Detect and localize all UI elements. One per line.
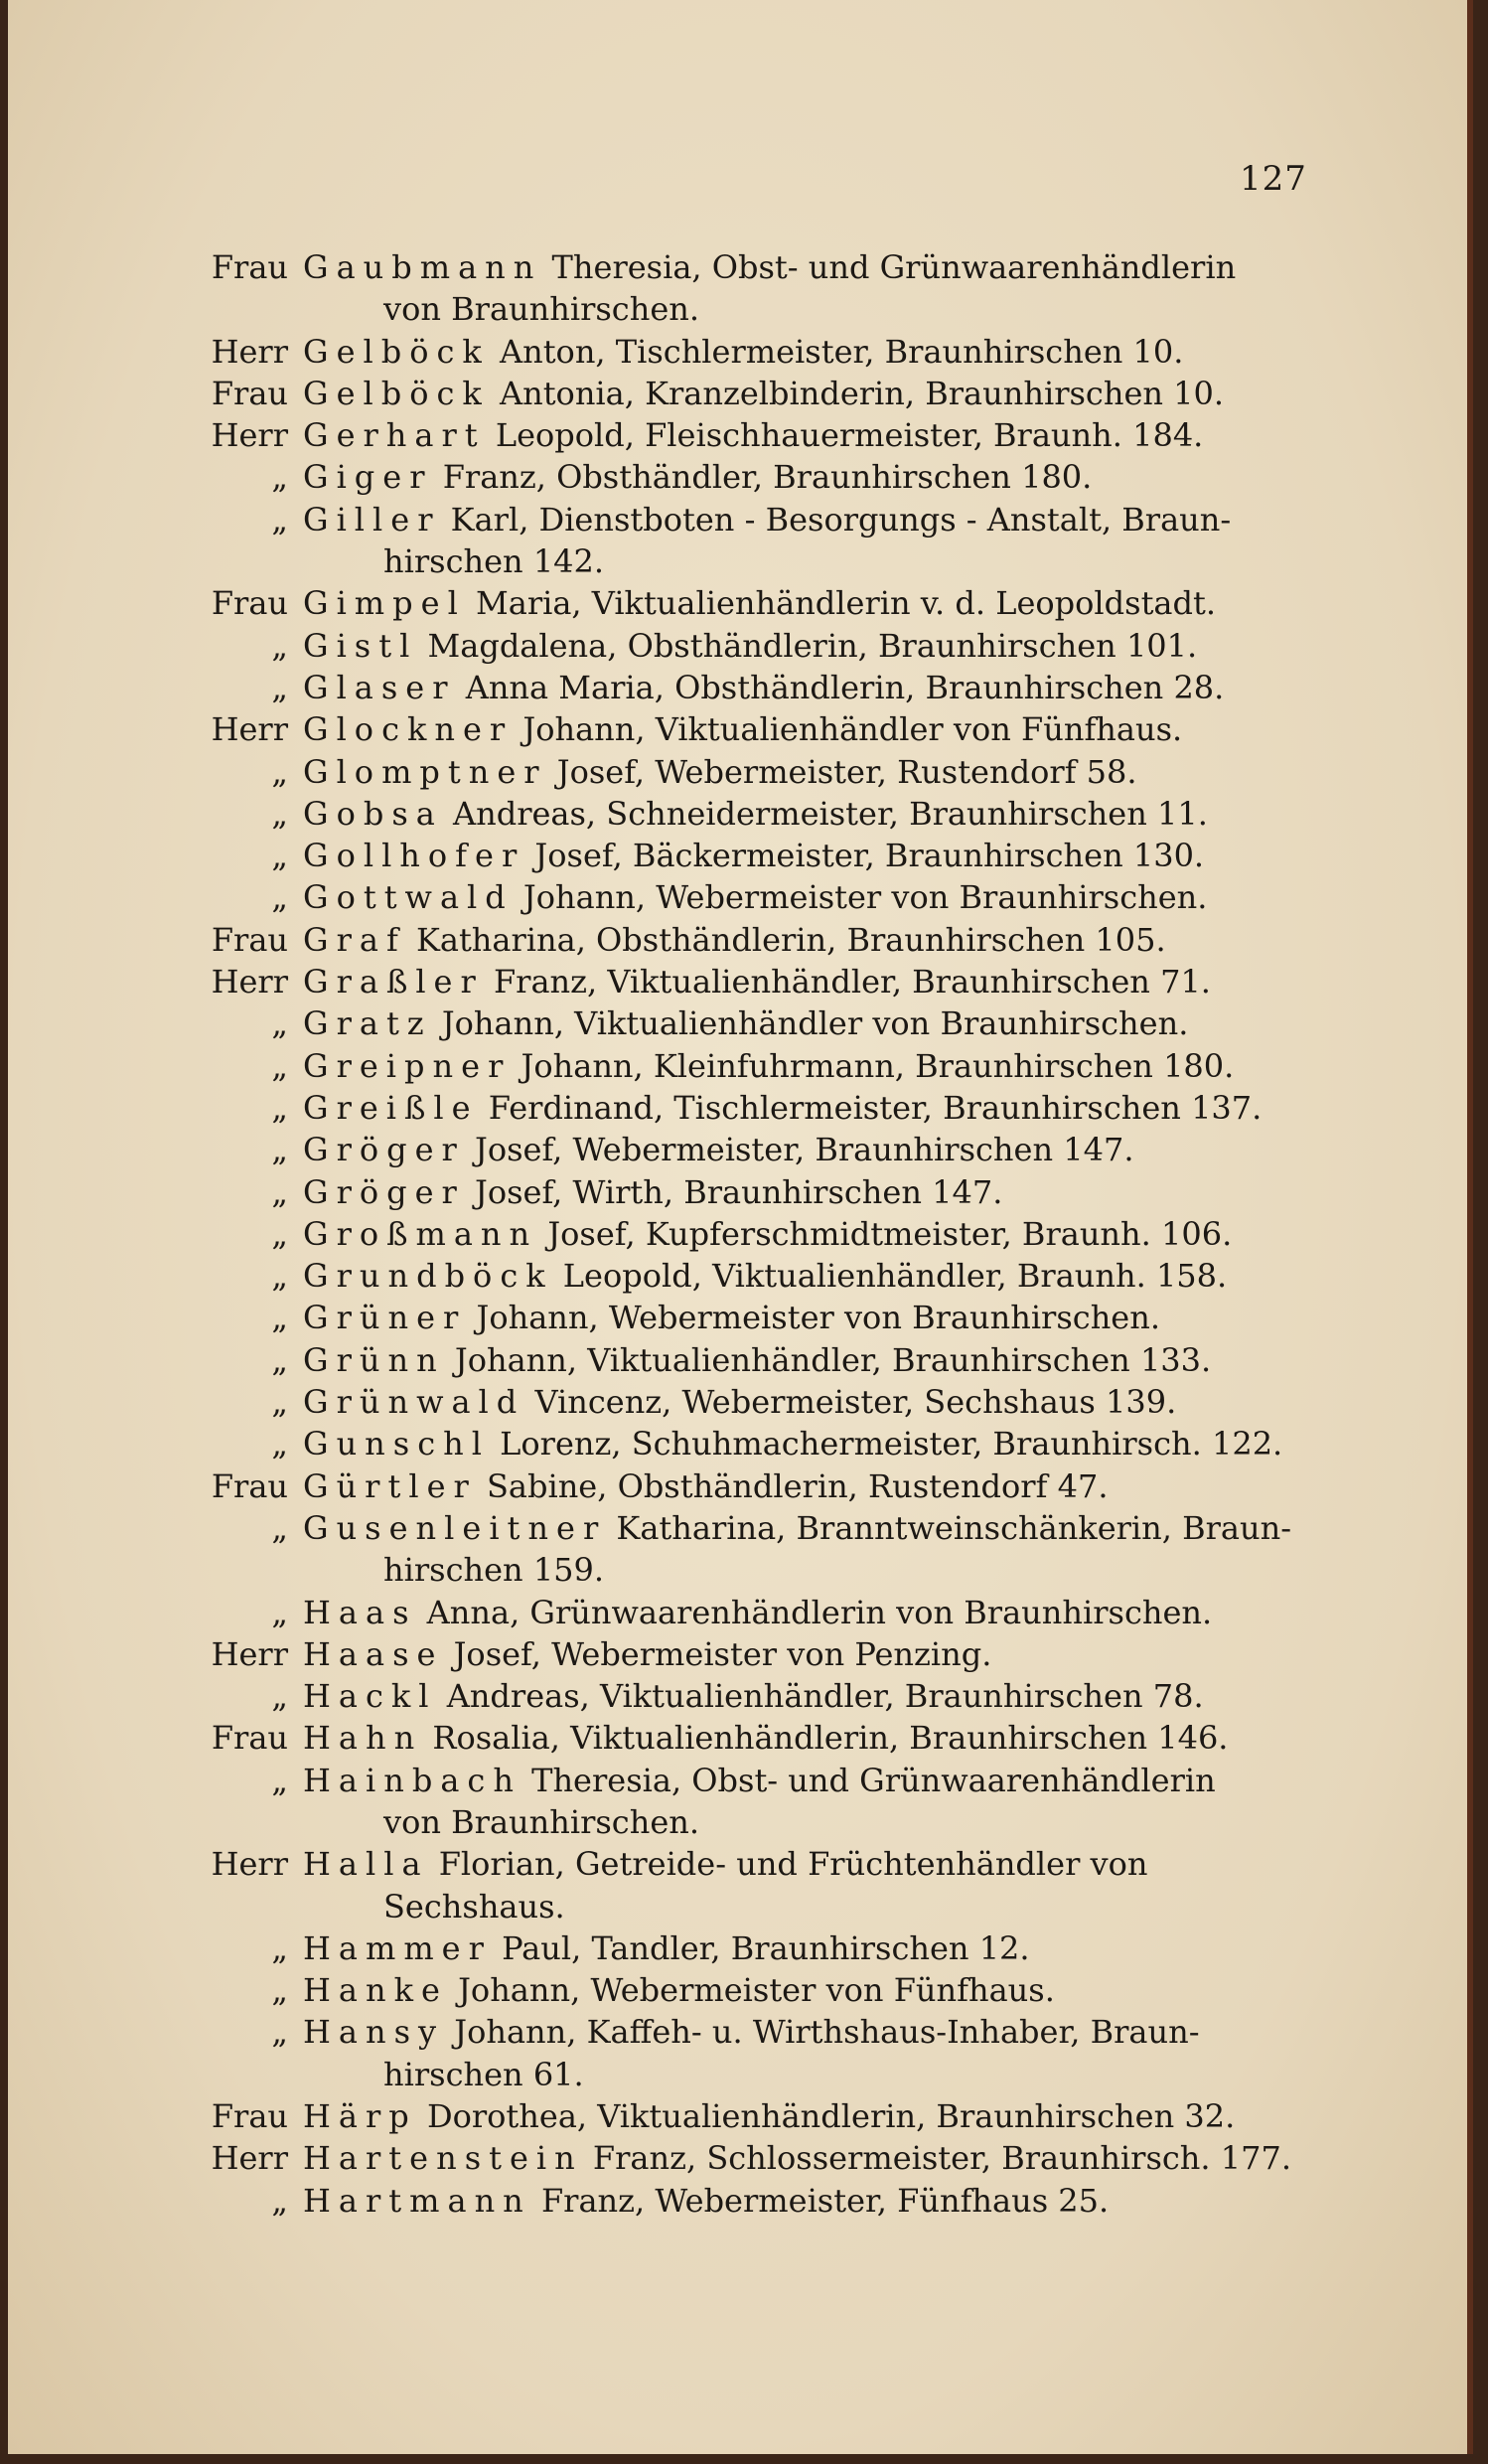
entry-details: Franz, Webermeister, Fünfhaus 25. (530, 2181, 1110, 2220)
entry-details: Johann, Viktualienhändler von Braunhirschen. (431, 1004, 1189, 1043)
entry-title: „ (271, 752, 288, 791)
entry-surname: Gaubmann (303, 248, 542, 286)
directory-entry (8, 1255, 1473, 1297)
entry-details: Josef, Bäckermeister, Braunhirschen 130. (524, 837, 1205, 875)
entry-continuation: Sechshaus. (383, 1887, 565, 1925)
entry-details: Andreas, Schneidermeister, Braunhirschen 11. (442, 794, 1208, 833)
directory-entry (8, 1171, 1473, 1213)
entry-details: Josef, Webermeister, Rustendorf 58. (546, 752, 1137, 791)
entry-details: Franz, Obsthändler, Braunhirschen 180. (432, 458, 1093, 497)
entry-title: „ (271, 500, 288, 539)
entry-title: „ (271, 1761, 288, 1799)
directory-entry (8, 667, 1473, 708)
entry-title: Frau (211, 920, 288, 959)
entry-details: Katharina, Obsthändlerin, Braunhirschen 105. (405, 920, 1166, 959)
entry-title: „ (271, 1257, 288, 1296)
entry-surname: Giger (303, 458, 433, 497)
directory-entry (8, 373, 1473, 414)
entry-surname: Hackl (303, 1677, 437, 1716)
entry-title: „ (271, 668, 288, 706)
entry-details: Theresia, Obst- und Grünwaarenhändlerin (521, 1761, 1216, 1799)
entry-details: Paul, Tandler, Braunhirschen 12. (491, 1928, 1030, 1967)
directory-entry (8, 2180, 1473, 2222)
entry-surname: Gistl (303, 626, 418, 665)
entry-title: „ (271, 837, 288, 875)
directory-entry (8, 876, 1473, 918)
entry-details: Anna Maria, Obsthändlerin, Braunhirschen 28. (455, 668, 1225, 706)
entry-details: Johann, Webermeister von Braunhirschen. (466, 1299, 1161, 1337)
entry-details: Johann, Kleinfuhrmann, Braunhirschen 180. (511, 1046, 1235, 1085)
directory-entry (8, 961, 1473, 1002)
entry-details: Lorenz, Schuhmachermeister, Braunhirsch. 122. (489, 1425, 1283, 1463)
entry-surname: Gusenleitner (303, 1508, 607, 1547)
entry-title: Herr (211, 332, 288, 371)
entry-title: „ (271, 2013, 288, 2052)
entry-title: Herr (211, 2139, 288, 2178)
entry-details: Johann, Webermeister von Fünfhaus. (447, 1971, 1055, 2010)
entry-title: Frau (211, 374, 288, 412)
entry-title: „ (271, 1046, 288, 1085)
entry-surname: Glockner (303, 710, 514, 749)
entry-title: Herr (211, 710, 288, 749)
entry-details: Josef, Kupferschmidtmeister, Braunh. 106. (537, 1214, 1233, 1253)
directory-entry (8, 1381, 1473, 1423)
entry-title: Herr (211, 963, 288, 1001)
entry-details: Johann, Viktualienhändler, Braunhirschen 133. (444, 1340, 1212, 1379)
entry-continuation: von Braunhirschen. (383, 1802, 700, 1841)
directory-entry (8, 1843, 1473, 1927)
entry-title: „ (271, 1172, 288, 1211)
entry-details: Rosalia, Viktualienhändlerin, Braunhirschen 146. (422, 1719, 1229, 1758)
directory-entry (8, 1087, 1473, 1129)
directory-entry (8, 1339, 1473, 1381)
entry-title: Frau (211, 2097, 288, 2136)
entry-continuation: von Braunhirschen. (383, 290, 700, 329)
directory-entry (8, 919, 1473, 961)
entry-title: Herr (211, 416, 288, 455)
entry-surname: Gollhofer (303, 837, 525, 875)
entry-title: „ (271, 1004, 288, 1043)
entry-title: „ (271, 1508, 288, 1547)
entry-details: Maria, Viktualienhändlerin v. d. Leopoldstadt. (465, 584, 1217, 623)
page-number: 127 (1240, 159, 1307, 199)
directory-entry (8, 1717, 1473, 1759)
directory-entry (8, 1633, 1473, 1675)
entry-surname: Glomptner (303, 752, 547, 791)
entry-title: „ (271, 1299, 288, 1337)
entry-details: Vincenz, Webermeister, Sechshaus 139. (524, 1383, 1177, 1422)
entry-surname: Gottwald (303, 878, 514, 917)
directory-entry (8, 1465, 1473, 1507)
entry-details: Dorothea, Viktualienhändlerin, Braunhirschen 32. (416, 2097, 1236, 2136)
entry-surname: Grünn (303, 1340, 445, 1379)
entry-title: „ (271, 1928, 288, 1967)
entry-details: Franz, Schlossermeister, Braunhirsch. 177. (582, 2139, 1291, 2178)
entry-surname: Gelböck (303, 374, 490, 412)
entry-continuation: hirschen 142. (383, 542, 605, 581)
entry-surname: Gobsa (303, 794, 443, 833)
entry-details: Franz, Viktualienhändler, Braunhirschen 71. (483, 963, 1211, 1001)
directory-entry (8, 246, 1473, 331)
entry-title: „ (271, 1593, 288, 1631)
entry-title: Frau (211, 248, 288, 286)
entry-title: „ (271, 1971, 288, 2010)
entry-surname: Gröger (303, 1131, 465, 1169)
entry-details: Johann, Webermeister von Braunhirschen. (513, 878, 1208, 917)
directory-entry (8, 1927, 1473, 1969)
entry-title: „ (271, 1340, 288, 1379)
entry-surname: Glaser (303, 668, 456, 706)
entry-surname: Giller (303, 500, 441, 539)
entry-surname: Grüner (303, 1299, 467, 1337)
entry-details: Leopold, Fleischhauermeister, Braunh. 184. (485, 416, 1204, 455)
entry-surname: Gröger (303, 1172, 465, 1211)
entry-surname: Haase (303, 1634, 444, 1673)
entry-surname: Gimpel (303, 584, 466, 623)
directory-entry (8, 1760, 1473, 1844)
entry-surname: Greißle (303, 1088, 479, 1127)
directory-entry (8, 708, 1473, 750)
entry-details: Josef, Webermeister, Braunhirschen 147. (464, 1131, 1134, 1169)
entry-details: Ferdinand, Tischlermeister, Braunhirschen 137. (478, 1088, 1263, 1127)
entry-surname: Hanke (303, 1971, 448, 2010)
entry-title: „ (271, 1214, 288, 1253)
entry-title: „ (271, 458, 288, 497)
directory-entry (8, 2011, 1473, 2095)
entry-continuation: hirschen 159. (383, 1551, 605, 1590)
entry-title: „ (271, 2181, 288, 2220)
entry-surname: Hartenstein (303, 2139, 583, 2178)
directory-entry (8, 414, 1473, 456)
directory-entry (8, 1297, 1473, 1338)
entry-surname: Grundböck (303, 1257, 553, 1296)
entry-title: „ (271, 626, 288, 665)
directory-entry (8, 1002, 1473, 1044)
entry-title: „ (271, 878, 288, 917)
directory-entry (8, 2137, 1473, 2179)
entry-details: Florian, Getreide- und Früchtenhändler von (428, 1845, 1148, 1884)
directory-entry (8, 456, 1473, 498)
directory-entry (8, 1129, 1473, 1170)
entry-details: Anna, Grünwaarenhändlerin von Braunhirschen. (416, 1593, 1213, 1631)
entry-details: Antonia, Kranzelbinderin, Braunhirschen 10. (489, 374, 1225, 412)
entry-details: Sabine, Obsthändlerin, Rustendorf 47. (476, 1466, 1109, 1505)
directory-entry (8, 1592, 1473, 1633)
entry-details: Josef, Wirth, Braunhirschen 147. (464, 1172, 1003, 1211)
entry-surname: Härp (303, 2097, 417, 2136)
directory-entry (8, 1507, 1473, 1592)
entry-surname: Grünwald (303, 1383, 525, 1422)
entry-details: Johann, Kaffeh- u. Wirthshaus-Inhaber, Braun- (444, 2013, 1200, 2052)
entry-title: „ (271, 794, 288, 833)
entry-title: „ (271, 1677, 288, 1716)
entry-surname: Gunschl (303, 1425, 490, 1463)
entry-details: Leopold, Viktualienhändler, Braunh. 158. (552, 1257, 1228, 1296)
directory-entry (8, 1045, 1473, 1087)
entry-surname: Hainbach (303, 1761, 521, 1799)
directory-entries (8, 246, 1473, 2222)
entry-details: Josef, Webermeister von Penzing. (443, 1634, 992, 1673)
entry-details: Katharina, Branntweinschänkerin, Braun- (606, 1508, 1292, 1547)
entry-title: „ (271, 1088, 288, 1127)
directory-entry (8, 751, 1473, 793)
entry-surname: Hartmann (303, 2181, 531, 2220)
entry-surname: Hansy (303, 2013, 445, 2052)
entry-surname: Hammer (303, 1928, 492, 1967)
directory-entry (8, 2095, 1473, 2137)
directory-entry (8, 1423, 1473, 1464)
entry-details: Andreas, Viktualienhändler, Braunhirschen 78. (436, 1677, 1204, 1716)
entry-title: „ (271, 1131, 288, 1169)
entry-details: Karl, Dienstboten - Besorgungs - Anstalt, Braun- (440, 500, 1232, 539)
entry-title: „ (271, 1425, 288, 1463)
entry-surname: Gelböck (303, 332, 490, 371)
entry-continuation: hirschen 61. (383, 2055, 584, 2093)
directory-entry (8, 331, 1473, 373)
directory-entry (8, 1213, 1473, 1255)
entry-surname: Graf (303, 920, 406, 959)
directory-entry (8, 835, 1473, 876)
entry-surname: Haas (303, 1593, 417, 1631)
directory-entry (8, 625, 1473, 667)
entry-surname: Hahn (303, 1719, 423, 1758)
directory-entry (8, 1969, 1473, 2011)
entry-surname: Gratz (303, 1004, 432, 1043)
entry-surname: Greipner (303, 1046, 512, 1085)
entry-title: Herr (211, 1845, 288, 1884)
entry-details: Johann, Viktualienhändler von Fünfhaus. (513, 710, 1183, 749)
entry-surname: Gerhart (303, 416, 486, 455)
directory-entry (8, 499, 1473, 583)
directory-entry (8, 1675, 1473, 1717)
entry-details: Anton, Tischlermeister, Braunhirschen 10. (489, 332, 1184, 371)
entry-surname: Großmann (303, 1214, 538, 1253)
entry-title: Frau (211, 1719, 288, 1758)
book-page (8, 0, 1473, 2454)
entry-surname: Gürtler (303, 1466, 477, 1505)
directory-entry (8, 582, 1473, 624)
entry-surname: Graßler (303, 963, 484, 1001)
entry-title: Frau (211, 584, 288, 623)
entry-details: Magdalena, Obsthändlerin, Braunhirschen 101. (417, 626, 1198, 665)
entry-surname: Halla (303, 1845, 429, 1884)
entry-title: Herr (211, 1634, 288, 1673)
entry-details: Theresia, Obst- und Grünwaarenhändlerin (541, 248, 1237, 286)
directory-entry (8, 793, 1473, 835)
entry-title: Frau (211, 1466, 288, 1505)
entry-title: „ (271, 1383, 288, 1422)
